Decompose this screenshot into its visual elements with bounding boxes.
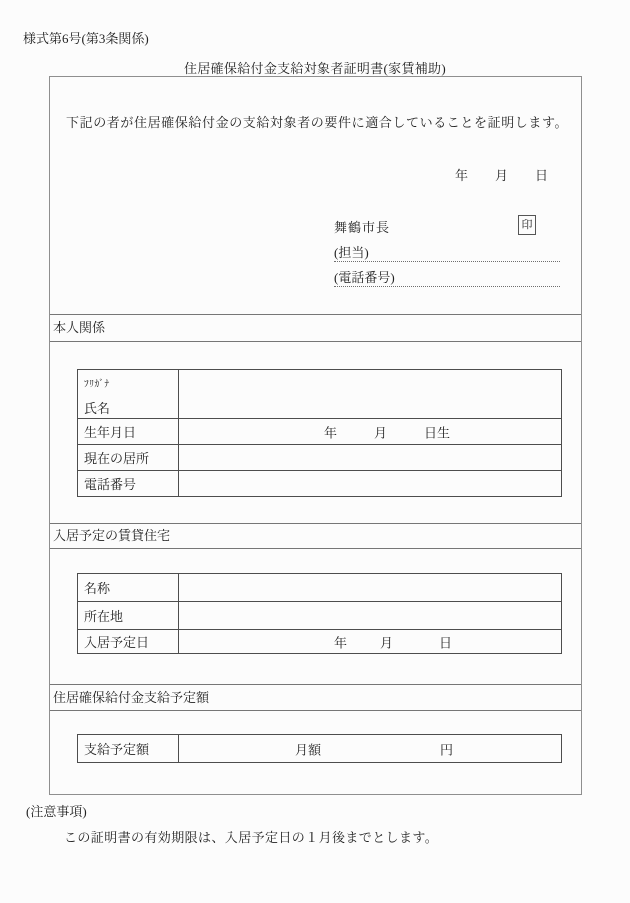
phone-value-cell bbox=[179, 471, 562, 497]
current-address-value-cell bbox=[179, 445, 562, 471]
table-row bbox=[78, 630, 562, 654]
table-row bbox=[78, 471, 562, 497]
issue-day-label: 日 bbox=[535, 168, 549, 183]
monthly-amount-label: 月額 bbox=[295, 742, 322, 757]
birth-day-label: 日生 bbox=[424, 425, 451, 440]
section-heading-personal: 本人関係 bbox=[50, 314, 581, 342]
certification-statement: 下記の者が住居確保給付金の支給対象者の要件に適合していることを証明します。 bbox=[66, 115, 569, 130]
official-seal-box: 印 bbox=[518, 215, 536, 235]
table-row bbox=[78, 735, 562, 763]
form-number: 様式第6号(第3条関係) bbox=[23, 31, 149, 46]
staff-field bbox=[334, 245, 560, 262]
section-heading-amount: 住居確保給付金支給予定額 bbox=[50, 684, 581, 711]
housing-name-label-cell: 名称 bbox=[78, 574, 179, 602]
amount-table bbox=[77, 734, 562, 763]
personal-info-table bbox=[77, 369, 562, 497]
issue-month-label: 月 bbox=[495, 168, 509, 183]
table-row bbox=[78, 370, 562, 419]
notes-body: この証明書の有効期限は、入居予定日の１月後までとします。 bbox=[64, 830, 439, 845]
table-row bbox=[78, 419, 562, 445]
birth-year-label: 年 bbox=[324, 425, 338, 440]
movein-date-value-cell bbox=[179, 630, 562, 654]
mayor-name: 舞鶴市長 bbox=[334, 220, 391, 235]
furigana-label: ﾌﾘｶﾞﾅ bbox=[84, 379, 110, 390]
movein-day-label: 日 bbox=[439, 635, 453, 650]
issuer-phone-label: (電話番号) bbox=[334, 270, 395, 285]
movein-month-label: 月 bbox=[380, 635, 394, 650]
staff-label: (担当) bbox=[334, 245, 369, 260]
issue-year-label: 年 bbox=[455, 168, 469, 183]
housing-name-value-cell bbox=[179, 574, 562, 602]
section-heading-housing: 入居予定の賃貸住宅 bbox=[50, 523, 581, 549]
phone-label-cell: 電話番号 bbox=[78, 471, 179, 497]
yen-label: 円 bbox=[440, 742, 454, 757]
document-title: 住居確保給付金支給対象者証明書(家賃補助) bbox=[184, 61, 446, 76]
birthdate-label-cell: 生年月日 bbox=[78, 419, 179, 445]
housing-table bbox=[77, 573, 562, 654]
issue-date-line bbox=[50, 165, 581, 181]
certificate-frame bbox=[49, 76, 582, 795]
furigana-name-label-cell bbox=[78, 370, 179, 419]
notes-heading: (注意事項) bbox=[26, 804, 87, 819]
issuer-phone-field bbox=[334, 270, 560, 287]
table-row bbox=[78, 445, 562, 471]
planned-amount-value-cell bbox=[179, 735, 562, 763]
table-row bbox=[78, 602, 562, 630]
birth-month-label: 月 bbox=[374, 425, 388, 440]
birthdate-value-cell bbox=[179, 419, 562, 445]
movein-date-label-cell: 入居予定日 bbox=[78, 630, 179, 654]
movein-year-label: 年 bbox=[334, 635, 348, 650]
name-value-cell bbox=[179, 370, 562, 419]
current-address-label-cell: 現在の居所 bbox=[78, 445, 179, 471]
planned-amount-label-cell: 支給予定額 bbox=[78, 735, 179, 763]
housing-location-value-cell bbox=[179, 602, 562, 630]
name-label: 氏名 bbox=[84, 400, 111, 416]
housing-location-label-cell: 所在地 bbox=[78, 602, 179, 630]
table-row bbox=[78, 574, 562, 602]
